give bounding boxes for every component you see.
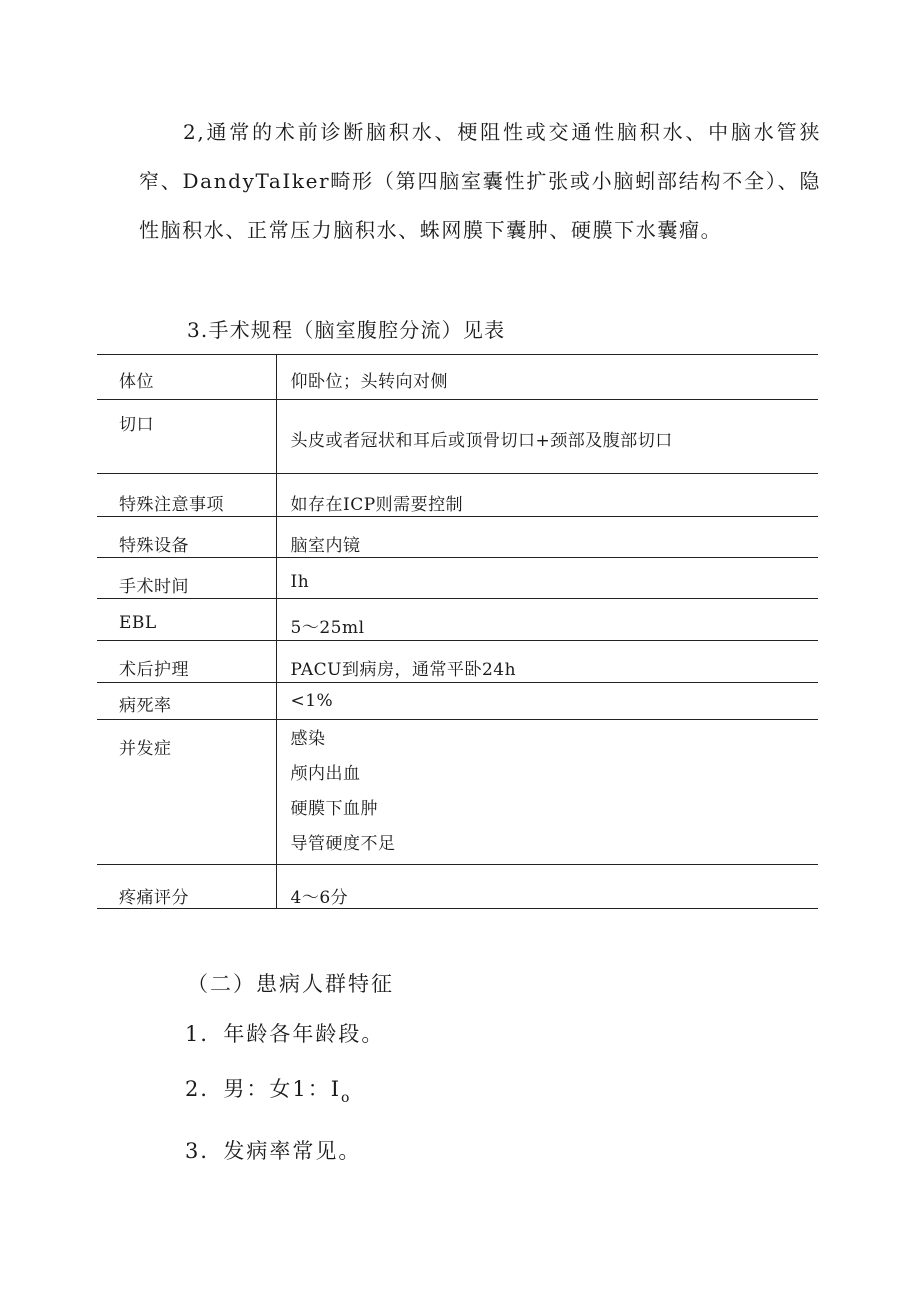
- complication-item: 导管硬度不足: [290, 834, 396, 854]
- list-item-incidence: 3．发病率常见。: [185, 1139, 362, 1163]
- table-row: [97, 355, 818, 400]
- row-label: EBL: [97, 599, 276, 641]
- row-value: 如存在ICP则需要控制: [290, 495, 464, 515]
- list-item-age: 1．年龄各年龄段。: [185, 1022, 385, 1046]
- row-value: 头皮或者冠状和耳后或顶骨切口+颈部及腹部切口: [290, 431, 673, 451]
- row-value: 仰卧位；头转向对侧: [290, 372, 448, 392]
- table-row: [97, 683, 818, 720]
- row-value: [276, 720, 818, 865]
- table-row: [97, 599, 818, 641]
- row-value: 4～6分: [290, 888, 349, 908]
- row-label: 术后护理: [97, 641, 276, 683]
- row-value: Ih: [290, 572, 310, 592]
- complication-item: 感染: [290, 729, 326, 749]
- row-label: 疼痛评分: [97, 865, 276, 909]
- table-row: [97, 517, 818, 558]
- row-value: 脑室内镜: [290, 536, 361, 556]
- procedure-table: [97, 354, 818, 909]
- table-row: [97, 641, 818, 683]
- row-label: 并发症: [97, 720, 276, 865]
- diagnosis-paragraph: 2,通常的术前诊断脑积水、梗阻性或交通性脑积水、中脑水管狭窄、DandyTaIker畸形（第四脑室囊性扩张或小脑蚓部结构不全）、隐性脑积水、正常压力脑积水、蛛网膜下囊肿、硬膜下水囊瘤。: [139, 120, 821, 242]
- complication-item: 颅内出血: [290, 764, 361, 784]
- row-label: 手术时间: [97, 558, 276, 599]
- table-row: [97, 400, 818, 474]
- complication-item: 硬膜下血肿: [290, 799, 378, 819]
- list-item-sex-ratio: 2．男：女1：$I_o$: [185, 1077, 352, 1106]
- table-row: [97, 474, 818, 517]
- row-label: 特殊注意事项: [97, 474, 276, 517]
- table-row: [97, 865, 818, 909]
- row-value: PACU到病房，通常平卧24h: [290, 660, 517, 680]
- row-value: <1%: [290, 691, 334, 711]
- table-title: 3.手术规程（脑室腹腔分流）见表: [187, 318, 506, 342]
- row-label: 切口: [97, 400, 276, 474]
- table-row: [97, 558, 818, 599]
- row-label: 体位: [97, 355, 276, 400]
- table-row: [97, 720, 818, 865]
- row-label: 病死率: [97, 683, 276, 720]
- row-value: 5～25ml: [290, 618, 365, 638]
- row-label: 特殊设备: [97, 517, 276, 558]
- section-heading: （二）患病人群特征: [187, 972, 394, 996]
